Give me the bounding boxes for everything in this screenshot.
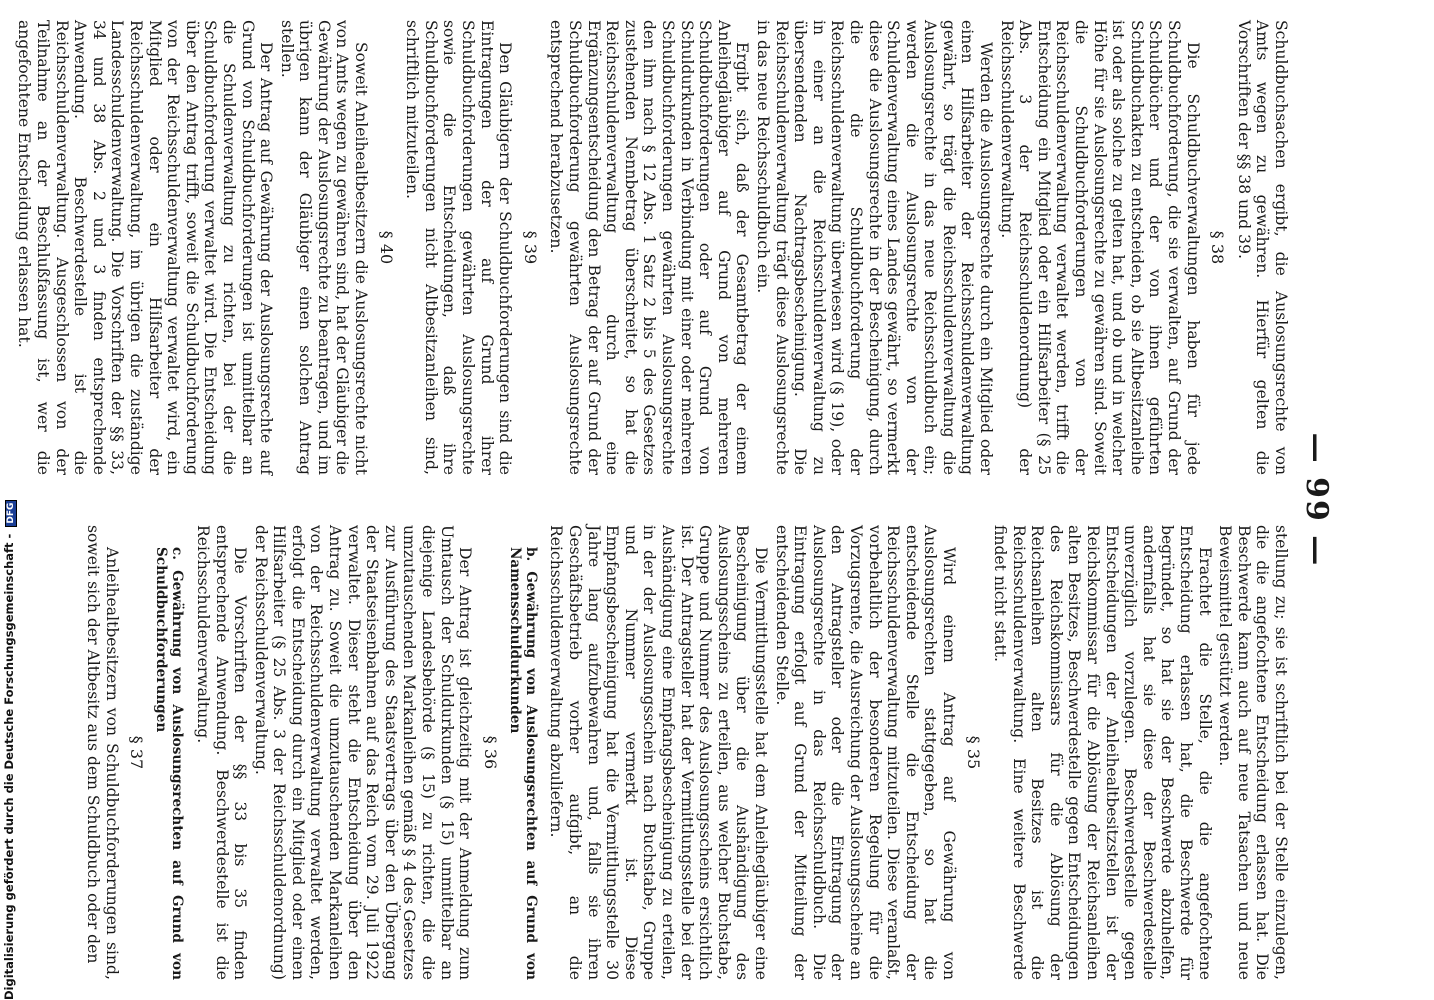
subheading-b: b. Gewährung von Auslosungsrechten auf Grund von Namensschuldurkunden (506, 547, 539, 980)
paragraph: Schuldbuchsachen ergibt, die Auslosungsrechte von Amts wegen zu gewähren. Hierfür gelten die Vorschriften der §§ 38 und 39. (1234, 20, 1290, 475)
page-number: — 99 — (1299, 432, 1334, 568)
section-title-40: § 40 (376, 230, 396, 265)
section-title-36: § 36 (480, 735, 500, 770)
paragraph: Wird einem Antrag auf Gewährung von Auslosungsrechten stattgegeben, so hat die entscheidende Stelle die Entscheidung der Reichsschuldenverwaltung mitzuteilen. Diese veranlaßt, vorbehaltlich der besonderen Regelung für die Vorzugsrente, die Ausreichung der Auslosungsscheine an den Antragsteller oder die Eintragung der Auslosungsrechte in das Reichsschuldbuch. Die Eintragung erfolgt auf Grund der Mitteilung der entscheidenden Stelle. (772, 525, 958, 980)
subheading-c: c. Gewährung von Auslosungsrechten auf Grund von Schuldbuchforderungen (153, 547, 186, 980)
paragraph: Soweit Anleihealtbesitzern die Auslosungsrechte nicht von Amts wegen zu gewähren sind, hat der Gläubiger die Gewährung der Auslosungsrechte zu beantragen, und im übrigen kann der Gläubiger einen solchen Antrag stellen. (277, 20, 371, 475)
section-title-39: § 39 (520, 230, 540, 265)
section-title-38: § 38 (1208, 230, 1228, 265)
paragraph: Erachtet die Stelle, die die angefochtene Entscheidung erlassen hat, die Beschwerde für begründet, so hat sie der Beschwerde abzuhelfen, andernfalls hat sie diese der Beschwerdestelle unverzüglich vorzulegen. Beschwerdestelle gegen Entscheidungen der Anleihealtbesitzstellen ist der Reichskommissar für die Ablösung der Reichsanleihen alten Besitzes, Beschwerdestelle gegen Entscheidungen des Reichskommissars für die Ablösung der Reichsanleihen alten Besitzes ist die Reichsschuldenverwaltung. Eine weitere Beschwerde findet nicht statt. (991, 525, 1214, 980)
paragraph: stellung zu; sie ist schriftlich bei der Stelle einzulegen, die die angefochtene Entscheidung erlassen hat. Die Beschwerde kann auch auf neue Tatsachen und neue Beweismittel gestützt werden. (1216, 525, 1290, 980)
credit-text: Digitalisierung gefördert durch die Deutsche Forschungsgemeinschaft - (2, 533, 16, 1000)
paragraph: Die Vermittlungsstelle hat dem Anleihegläubiger eine Bescheinigung über die Aushändigung des Auslosungsscheins zu erteilen, aus welcher Buchstabe, Gruppe und Nummer des Auslosungsscheins ersichtlich ist. Der Antragsteller hat der Vermittlungsstelle bei der Aushändigung eine Empfangsbescheinigung zu erteilen, in der der Auslosungsschein nach Buchstabe, Gruppe und Nummer vermerkt ist. Diese Empfangsbescheinigung hat die Vermittlungsstelle 30 Jahre lang aufzubewahren und, falls sie ihren Geschäftsbetrieb vorher aufgibt, an die Reichsschuldenverwaltung abzuliefern. (547, 525, 770, 980)
paragraph: Anleihealtbesitzern von Schuldbuchforderungen sind, soweit sich der Altbesitz aus dem Schuldbuch oder den (84, 525, 121, 980)
paragraph: Die Schuldbuchverwaltungen haben für jede Schuldbuchforderung, die sie verwalten, auf Grund der Schuldbücher und der von ihnen geführten Schuldbuchakten zu entscheiden, ob sie Altbesitzanleihe ist oder als solche zu gelten hat, und ob und in welcher Höhe für sie Auslosungsrechte zu gewähren sind. Soweit die Schuldbuchforderungen von der Reichsschuldenverwaltung verwaltet werden, trifft die Entscheidung ein Mitglied oder ein Hilfsarbeiter (§ 25 Abs. 3 der Reichsschuldenordnung) der Reichsschuldenverwaltung. (997, 20, 1202, 475)
paragraph: Die Vorschriften der §§ 33 bis 35 finden entsprechende Anwendung. Beschwerdestelle ist die Reichsschuldenverwaltung. (193, 525, 250, 980)
section-title-35: § 35 (964, 735, 984, 770)
paragraph: Den Gläubigern der Schuldbuchforderungen sind die Eintragungen der auf Grund ihrer Schuldbuchforderungen gewährten Auslosungsrechte sowie die Entscheidungen, daß ihre Schuldbuchforderungen nicht Altbesitzanleihen sind, schriftlich mitzuteilen. (403, 20, 515, 475)
paragraph: Ergibt sich, daß der Gesamtbetrag der einem Anleihegläubiger auf Grund von mehreren Schuldbuchforderungen oder auf Grund von Schuldurkunden in Verbindung mit einer oder mehreren Schuldbuchforderungen gewährten Auslosungsrechte den ihm nach § 12 Abs. 1 Satz 2 bis 5 des Gesetzes zustehenden Nennbetrag überschreitet, so hat die Reichsschuldenverwaltung durch eine Ergänzungsentscheidung den Betrag der auf Grund der Schuldbuchforderung gewährten Auslosungsrechte entsprechend herabzusetzen. (547, 20, 752, 475)
section-title-37: § 37 (127, 735, 147, 770)
dfg-logo: DFG (5, 500, 17, 527)
right-column (82, 525, 1290, 980)
left-column (13, 20, 1290, 475)
digitization-credit (2, 500, 17, 1000)
rotated-page-content (15, 20, 1340, 980)
paragraph: Werden die Auslosungsrechte durch ein Mitglied oder einen Hilfsarbeiter der Reichsschuldenverwaltung gewährt, so trägt die Reichsschuldenverwaltung die Auslosungsrechte in das neue Reichsschuldbuch ein; werden die Auslosungsrechte von der Schuldenverwaltung eines Landes gewährt, so vermerkt diese die Auslosungsrechte in der Bescheinigung, durch die die Schuldbuchforderung der Reichsschuldenverwaltung überwiesen wird (§ 19), oder in einer an die Reichsschuldenverwaltung zu übersendenden Nachtragsbescheinigung. Die Reichsschuldenverwaltung trägt diese Auslosungsrechte in das neue Reichsschuldbuch ein. (753, 20, 996, 475)
paragraph: Der Antrag ist gleichzeitig mit der Anmeldung zum Umtausch der Schuldurkunden (§ 15) unmittelbar an diejenige Landesbehörde (§ 15) zu richten, die die umzutauschenden Markanleihen gemäß § 4 des Gesetzes zur Ausführung des Staatsvertrags über den Übergang der Staatseisenbahnen auf das Reich vom 29. Juli 1922 verwaltet. Dieser steht die Entscheidung über den Antrag zu. Soweit die umzutauschenden Markanleihen von der Reichsschuldenverwaltung verwaltet werden, erfolgt die Entscheidung durch ein Mitglied oder einen Hilfsarbeiter (§ 25 Abs. 3 der Reichsschuldenordnung) der Reichsschuldenverwaltung. (251, 525, 475, 980)
paragraph: Der Antrag auf Gewährung der Auslosungsrechte auf Grund von Schuldbuchforderungen ist unmittelbar an die Schuldenverwaltung zu richten, bei der die Schuldbuchforderung verwaltet wird. Die Entscheidung über den Antrag trifft, soweit die Schuldbuchforderung von der Reichsschuldenverwaltung verwaltet wird, ein Mitglied oder ein Hilfsarbeiter der Reichsschuldenverwaltung, im übrigen die zuständige Landesschuldenverwaltung. Die Vorschriften der §§ 33, 34 und 38 Abs. 2 und 3 finden entsprechende Anwendung. Beschwerdestelle ist die Reichsschuldenverwaltung. Ausgeschlossen von der Teilnahme an der Beschlußfassung ist, wer die angefochtene Entscheidung erlassen hat. (15, 20, 276, 475)
